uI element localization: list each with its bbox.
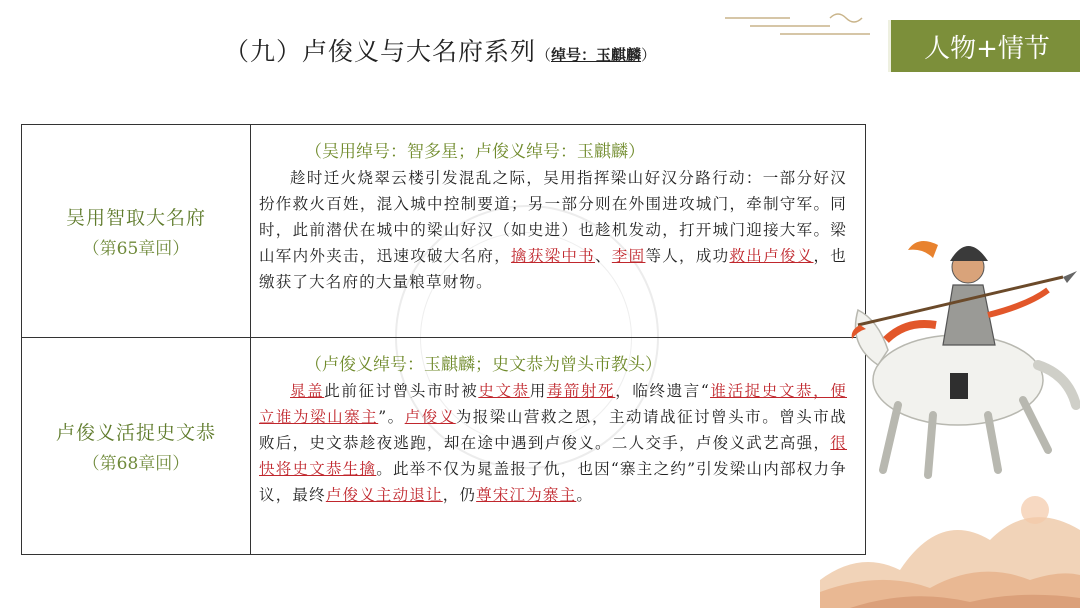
row-title: 吴用智取大名府: [65, 207, 206, 229]
highlight-text: 毒箭射死: [546, 382, 616, 400]
highlight-text: 擒获梁中书: [511, 247, 596, 265]
table-row: [22, 125, 865, 338]
row-title: 卢俊义活捉史文恭: [55, 422, 216, 444]
row-paragraph: 晁盖此前征讨曾头市时被史文恭用毒箭射死，临终遗言“谁活捉史文恭，便立谁为梁山寨主”。卢俊义为报梁山营救之恩，主动请战征讨曾头市。曾头市战败后，史文恭趁夜逃跑，却在途中遇到卢俊义。二人交手，卢俊义武艺高强，很快将史文恭生擒。此举不仅为晁盖报了仇，也因“寨主之约”引发梁山内部权力争议，最终卢俊义主动退让，仍尊宋江为寨主。: [259, 382, 847, 504]
table-row: [22, 338, 865, 554]
highlight-text: 救出卢俊义: [729, 247, 814, 265]
highlight-text: 李固: [611, 247, 646, 265]
page-title-main: （九）卢俊义与大名府系列: [223, 37, 536, 66]
page-title-nickname: （绰号：玉麒麟）: [535, 46, 657, 64]
row-content-cell: [251, 125, 865, 337]
row-paragraph: 趁时迁火烧翠云楼引发混乱之际，吴用指挥梁山好汉分路行动：一部分好汉扮作救火百姓，混入城中控制要道；另一部分则在外围进攻城门，牵制守军。同时，此前潜伏在城中的梁山好汉（如史进）也趁机发动，打开城门迎接大军。梁山军内外夹击，迅速攻破大名府，擒获梁中书、李固等人，成功救出卢俊义，也缴获了大名府的大量粮草财物。: [259, 169, 847, 291]
highlight-text: 谁活捉史文恭，便立谁为梁山寨主: [259, 382, 847, 426]
content-table: [21, 124, 866, 555]
highlight-text: 晁盖: [290, 382, 325, 400]
row-content-cell: [251, 338, 865, 554]
page-title: [0, 32, 880, 68]
row-chapter: （第65章回）: [82, 239, 190, 259]
row-subheading: （卢俊义绰号：玉麒麟；史文恭为曾头市教头）: [305, 355, 662, 375]
highlight-text: 卢俊义主动退让: [325, 486, 443, 504]
highlight-text: 尊宋江为寨主: [476, 486, 577, 504]
category-tag: 人物+情节: [888, 20, 1080, 72]
row-label-cell: [22, 125, 251, 337]
row-chapter: （第68章回）: [82, 454, 190, 474]
highlight-text: 史文恭: [478, 382, 530, 400]
warrior-on-horse-illustration: [838, 205, 1080, 485]
decorative-mountains: [820, 470, 1080, 608]
row-label-cell: [22, 338, 251, 554]
row-subheading: （吴用绰号：智多星；卢俊义绰号：玉麒麟）: [305, 142, 645, 162]
highlight-text: 卢俊义: [404, 408, 456, 426]
highlight-text: 很快将史文恭生擒: [259, 434, 847, 478]
